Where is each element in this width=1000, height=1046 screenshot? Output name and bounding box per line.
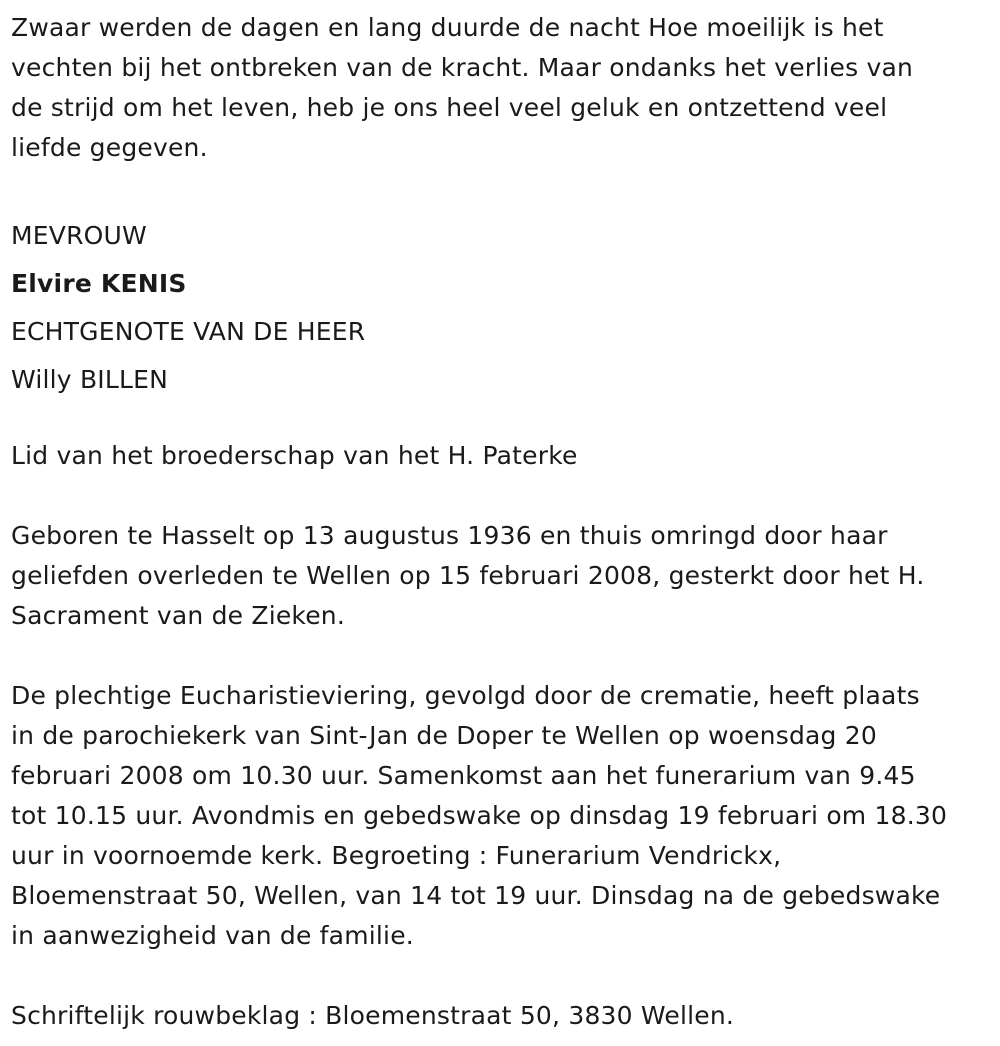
poem-text: Zwaar werden de dagen en lang duurde de nacht Hoe moeilijk is het vechten bij het ontbreken van de kracht. Maar ondanks het verlies van de strijd om het leven, heb je ons heel veel geluk en ontzettend veel liefde gegeven.: [11, 13, 914, 162]
spacer: [11, 168, 990, 208]
ceremony-text: De plechtige Eucharistieviering, gevolgd door de crematie, heeft plaats in de parochiekerk van Sint-Jan de Doper te Wellen op woensdag 20 februari 2008 om 10.30 uur. Samenkomst aan het funerarium van 9.45 tot 10.15 uur. Avondmis en gebedswake op dinsdag 19 februari om 18.30 uur in voornoemde kerk. Begroeting : Funerarium Vendrickx, Bloemenstraat 50, Wellen, van 14 tot 19 uur. Dinsdag na de gebedswake in aanwezigheid van de familie.: [11, 681, 948, 950]
birth-death-text: Geboren te Hasselt op 13 augustus 1936 en thuis omringd door haar geliefden overleden te Wellen op 15 februari 2008, gesterkt door het H. Sacrament van de Zieken.: [11, 521, 925, 630]
deceased-name: Elvire KENIS: [11, 269, 187, 298]
membership-text: Lid van het broederschap van het H. Paterke: [11, 441, 578, 470]
relation-text: ECHTGENOTE VAN DE HEER: [11, 317, 366, 346]
salutation: MEVROUW: [11, 221, 147, 250]
spacer: [11, 636, 990, 676]
spacer: [11, 956, 990, 996]
spacer: [11, 476, 990, 516]
spouse-name: Willy BILLEN: [11, 365, 169, 394]
condolences-text: Schriftelijk rouwbeklag : Bloemenstraat 50, 3830 Wellen.: [11, 1001, 735, 1030]
